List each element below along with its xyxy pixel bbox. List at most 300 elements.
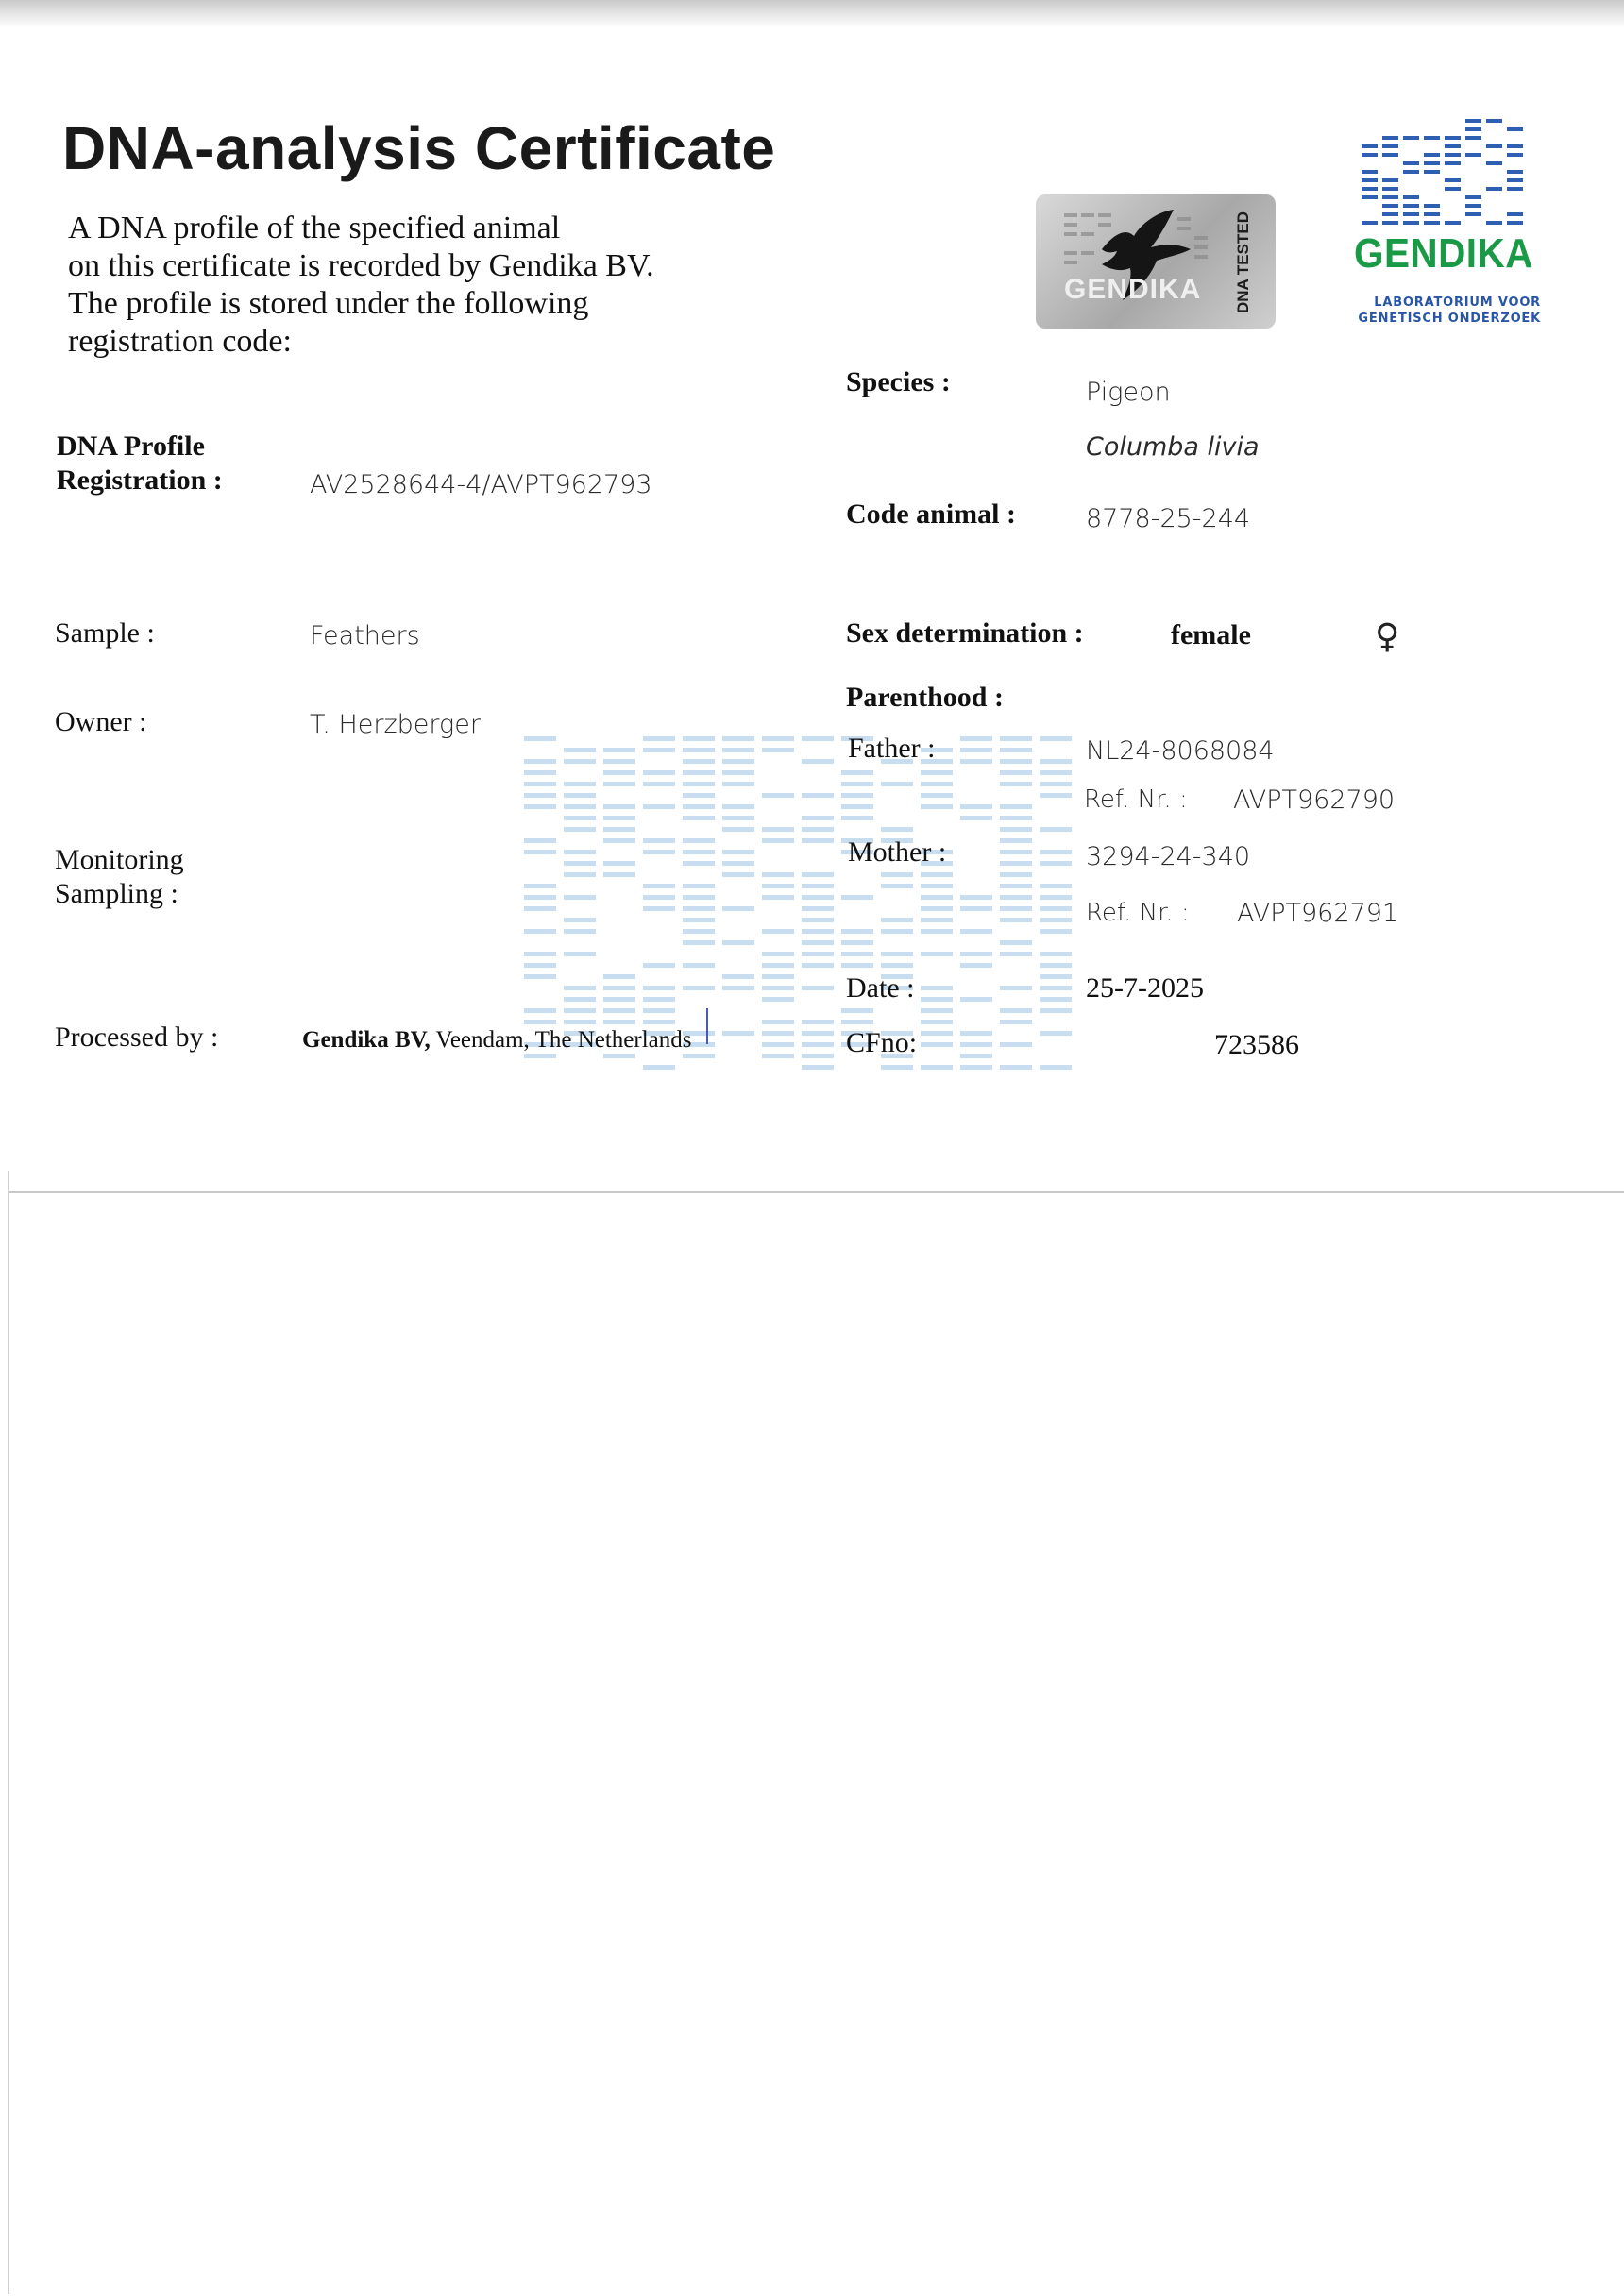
date-value: 25-7-2025 <box>1086 972 1204 1004</box>
pattern-bar <box>683 804 715 809</box>
logo-subtitle-line: LABORATORIUM VOOR <box>1374 295 1541 310</box>
sample-value: Feathers <box>310 621 420 650</box>
pattern-bar <box>1000 952 1032 956</box>
pattern-bar <box>762 929 794 934</box>
pattern-bar <box>1000 918 1032 922</box>
pattern-bar <box>1362 144 1378 148</box>
pattern-bar <box>841 1008 873 1013</box>
dna-profile-label: DNA Profile <box>57 430 205 462</box>
pattern-bar <box>722 748 754 752</box>
pattern-bar <box>1040 986 1072 990</box>
pattern-bar <box>683 782 715 786</box>
pattern-bar <box>564 816 596 820</box>
pattern-bar <box>1403 195 1419 199</box>
pattern-bar <box>722 804 754 809</box>
pattern-bar <box>643 986 675 990</box>
pattern-bar <box>1040 759 1072 764</box>
pattern-bar <box>1424 170 1440 174</box>
owner-label: Owner : <box>55 706 147 737</box>
pattern-bar <box>1465 119 1481 123</box>
pattern-bar <box>564 1008 596 1013</box>
pattern-bar <box>603 974 635 979</box>
pattern-bar <box>802 918 834 922</box>
pattern-bar <box>1000 816 1032 820</box>
pattern-bar <box>762 884 794 888</box>
pattern-bar <box>881 1065 913 1070</box>
pattern-bar <box>683 986 715 990</box>
pattern-bar <box>683 816 715 820</box>
pattern-bar <box>1507 212 1523 216</box>
pattern-bar <box>1445 153 1461 157</box>
seal-dna-tested: DNA TESTED <box>1234 211 1252 313</box>
pattern-bar <box>1000 861 1032 866</box>
pattern-bar <box>524 793 556 798</box>
pattern-bar <box>1445 161 1461 165</box>
pattern-bar <box>762 1020 794 1024</box>
pattern-bar <box>802 963 834 968</box>
pattern-bar <box>524 1020 556 1024</box>
pattern-bar <box>921 952 953 956</box>
pattern-bar <box>960 816 992 820</box>
pattern-bar <box>1040 895 1072 900</box>
pattern-bar <box>1424 221 1440 225</box>
pattern-bar <box>1040 963 1072 968</box>
scan-top-edge <box>0 0 1624 28</box>
pattern-bar <box>1465 136 1481 140</box>
pattern-bar <box>1000 884 1032 888</box>
pattern-bar <box>960 929 992 934</box>
pattern-bar <box>921 782 953 786</box>
pattern-bar <box>1382 178 1398 182</box>
pattern-bar <box>1403 212 1419 216</box>
pattern-bar <box>1465 212 1481 216</box>
pattern-bar <box>1507 170 1523 174</box>
pattern-bar <box>1040 952 1072 956</box>
pattern-bar <box>960 952 992 956</box>
pattern-bar <box>683 770 715 775</box>
pattern-bar <box>841 1020 873 1024</box>
pattern-bar <box>683 838 715 843</box>
scan-left-edge <box>8 1171 9 2294</box>
pattern-bar <box>524 963 556 968</box>
pattern-bar <box>683 736 715 741</box>
pattern-bar <box>762 1054 794 1058</box>
processed-by-value <box>302 1027 692 1054</box>
pattern-bar <box>1403 204 1419 208</box>
certificate-bottom-edge <box>8 1191 1624 1193</box>
pattern-bar <box>683 861 715 866</box>
intro-text <box>68 210 748 361</box>
pattern-bar <box>722 759 754 764</box>
pattern-bar <box>802 1042 834 1047</box>
pattern-bar <box>841 940 873 945</box>
pattern-bar <box>1445 187 1461 191</box>
pattern-bar <box>762 748 794 752</box>
pattern-bar <box>1040 906 1072 911</box>
pattern-bar <box>1486 221 1502 225</box>
pattern-bar <box>841 770 873 775</box>
pattern-bar <box>960 997 992 1002</box>
pattern-bar <box>762 872 794 877</box>
pattern-bar <box>921 1031 953 1036</box>
father-label: Father : <box>848 733 936 764</box>
sampling-label: Sampling : <box>55 878 178 909</box>
pattern-bar <box>722 770 754 775</box>
pattern-bar <box>683 906 715 911</box>
processed-by-company: Gendika BV, <box>302 1027 431 1053</box>
pattern-bar <box>1382 144 1398 148</box>
pattern-bar <box>1000 1008 1032 1013</box>
pattern-bar <box>524 929 556 934</box>
pattern-bar <box>762 1031 794 1036</box>
pattern-bar <box>643 804 675 809</box>
pattern-bar <box>564 1020 596 1024</box>
pattern-bar <box>1040 861 1072 866</box>
pattern-bar <box>683 850 715 854</box>
pattern-bar <box>524 838 556 843</box>
pattern-bar <box>1000 1020 1032 1024</box>
pattern-bar <box>1445 221 1461 225</box>
pattern-bar <box>643 736 675 741</box>
mother-ref-label: Ref. Nr. : <box>1086 899 1190 927</box>
pattern-bar <box>1040 736 1072 741</box>
pattern-bar <box>683 748 715 752</box>
pattern-bar <box>643 770 675 775</box>
pattern-bar <box>722 861 754 866</box>
pattern-bar <box>564 759 596 764</box>
pattern-bar <box>564 986 596 990</box>
pattern-bar <box>762 895 794 900</box>
code-animal-value: 8778-25-244 <box>1086 504 1251 533</box>
pattern-bar <box>921 793 953 798</box>
pattern-bar <box>1040 884 1072 888</box>
pattern-bar <box>722 782 754 786</box>
father-value: NL24-8068084 <box>1086 736 1275 766</box>
pattern-bar <box>524 884 556 888</box>
pattern-bar <box>762 986 794 990</box>
pattern-bar <box>1424 136 1440 140</box>
pattern-bar <box>881 918 913 922</box>
pattern-bar <box>683 793 715 798</box>
cfno-value: 723586 <box>1214 1029 1299 1060</box>
pattern-bar <box>802 838 834 843</box>
pattern-bar <box>1445 136 1461 140</box>
pattern-bar <box>1362 195 1378 199</box>
father-ref-value: AVPT962790 <box>1233 785 1396 815</box>
pattern-bar <box>960 963 992 968</box>
pattern-bar <box>1000 770 1032 775</box>
pattern-bar <box>802 906 834 911</box>
pattern-bar <box>643 1065 675 1070</box>
pattern-bar <box>1362 170 1378 174</box>
pattern-bar <box>603 1020 635 1024</box>
pattern-bar <box>841 895 873 900</box>
pattern-bar <box>1382 153 1398 157</box>
pattern-bar <box>1507 153 1523 157</box>
intro-line: A DNA profile of the specified animal <box>68 211 561 245</box>
pattern-bar <box>524 974 556 979</box>
cfno-label: CFno: <box>846 1027 918 1058</box>
pattern-bar <box>564 952 596 956</box>
pattern-bar <box>960 906 992 911</box>
pattern-bar <box>762 827 794 832</box>
pattern-bar <box>802 1031 834 1036</box>
pattern-bar <box>603 1008 635 1013</box>
pattern-bar <box>683 963 715 968</box>
pattern-bar <box>603 782 635 786</box>
pattern-bar <box>1000 1065 1032 1070</box>
pattern-bar <box>722 736 754 741</box>
pattern-bar <box>1040 929 1072 934</box>
pattern-bar <box>524 782 556 786</box>
pattern-bar <box>524 952 556 956</box>
pattern-bar <box>564 748 596 752</box>
pattern-bar <box>802 1020 834 1024</box>
pattern-bar <box>960 759 992 764</box>
pattern-bar <box>841 793 873 798</box>
pattern-bar <box>722 906 754 911</box>
pattern-bar <box>1382 195 1398 199</box>
pattern-bar <box>921 918 953 922</box>
pattern-bar <box>1465 204 1481 208</box>
pattern-bar <box>1486 161 1502 165</box>
pattern-bar <box>722 872 754 877</box>
pattern-bar <box>524 1008 556 1013</box>
pattern-bar <box>881 952 913 956</box>
logo-subtitle <box>1356 295 1541 327</box>
pattern-bar <box>1465 127 1481 131</box>
pattern-bar <box>524 804 556 809</box>
pattern-bar <box>802 759 834 764</box>
seal-brand: GENDIKA <box>1064 274 1202 305</box>
pattern-bar <box>841 782 873 786</box>
pattern-bar <box>1403 221 1419 225</box>
pattern-bar <box>683 895 715 900</box>
pattern-bar <box>1507 127 1523 131</box>
dna-tested-seal <box>1036 194 1276 329</box>
pattern-bar <box>564 872 596 877</box>
pattern-bar <box>603 748 635 752</box>
sex-label: Sex determination : <box>846 617 1084 649</box>
pattern-bar <box>921 1020 953 1024</box>
pattern-bar <box>603 997 635 1002</box>
pattern-bar <box>603 838 635 843</box>
pattern-bar <box>1445 144 1461 148</box>
pattern-bar <box>1507 221 1523 225</box>
pattern-bar <box>564 804 596 809</box>
pattern-bar <box>1507 144 1523 148</box>
sex-value: female <box>1171 619 1251 650</box>
pattern-bar <box>1000 850 1032 854</box>
pattern-bar <box>960 748 992 752</box>
pattern-bar <box>1040 997 1072 1002</box>
pattern-bar <box>960 1054 992 1058</box>
pattern-bar <box>564 782 596 786</box>
pattern-bar <box>683 940 715 945</box>
pattern-bar <box>564 918 596 922</box>
pattern-bar <box>564 793 596 798</box>
pattern-bar <box>960 1042 992 1047</box>
species-label: Species : <box>846 366 951 397</box>
mother-value: 3294-24-340 <box>1086 842 1251 871</box>
pattern-bar <box>960 736 992 741</box>
pattern-bar <box>643 782 675 786</box>
pattern-bar <box>1424 161 1440 165</box>
pattern-bar <box>802 884 834 888</box>
pattern-bar <box>1403 170 1419 174</box>
pattern-bar <box>722 827 754 832</box>
pen-mark <box>706 1008 708 1044</box>
pattern-bar <box>762 997 794 1002</box>
logo-subtitle-line: GENETISCH ONDERZOEK <box>1358 312 1541 326</box>
intro-line: registration code: <box>68 324 292 359</box>
pattern-bar <box>1000 759 1032 764</box>
pattern-bar <box>881 884 913 888</box>
registration-value: AV2528644-4/AVPT962793 <box>310 470 652 499</box>
parenthood-label: Parenthood : <box>846 682 1004 713</box>
pattern-bar <box>1000 986 1032 990</box>
pattern-bar <box>524 906 556 911</box>
pattern-bar <box>1000 1042 1032 1047</box>
pattern-bar <box>1040 1008 1072 1013</box>
pattern-bar <box>524 770 556 775</box>
pattern-bar <box>603 827 635 832</box>
pattern-bar <box>643 838 675 843</box>
species-latin: Columba livia <box>1086 432 1260 462</box>
pattern-bar <box>762 736 794 741</box>
pattern-bar <box>603 861 635 866</box>
owner-value: T. Herzberger <box>310 710 481 739</box>
pattern-bar <box>921 906 953 911</box>
pattern-bar <box>802 1054 834 1058</box>
pattern-bar <box>1424 153 1440 157</box>
father-ref-label: Ref. Nr. : <box>1084 785 1188 814</box>
pattern-bar <box>960 804 992 809</box>
pattern-bar <box>921 872 953 877</box>
pattern-bar <box>1000 906 1032 911</box>
pattern-bar <box>564 827 596 832</box>
pattern-bar <box>1040 793 1072 798</box>
pattern-bar <box>1382 136 1398 140</box>
species-common: Pigeon <box>1086 378 1171 407</box>
pattern-bar <box>722 974 754 979</box>
pattern-bar <box>524 850 556 854</box>
pattern-bar <box>960 895 992 900</box>
pattern-bar <box>1000 736 1032 741</box>
pattern-bar <box>643 906 675 911</box>
pattern-bar <box>841 929 873 934</box>
pattern-bar <box>762 952 794 956</box>
pattern-bar <box>1403 161 1419 165</box>
pattern-bar <box>1040 770 1072 775</box>
pattern-bar <box>921 986 953 990</box>
pattern-bar <box>921 1042 953 1047</box>
pattern-bar <box>881 872 913 877</box>
pattern-bar <box>603 1054 635 1058</box>
pattern-bar <box>1445 178 1461 182</box>
pattern-bar <box>921 884 953 888</box>
pattern-bar <box>564 997 596 1002</box>
pattern-bar <box>881 963 913 968</box>
pattern-bar <box>1000 782 1032 786</box>
pattern-bar <box>643 963 675 968</box>
pattern-bar <box>643 748 675 752</box>
pattern-bar <box>643 1020 675 1024</box>
pattern-bar <box>1000 872 1032 877</box>
pattern-bar <box>564 895 596 900</box>
pattern-bar <box>1424 212 1440 216</box>
pattern-bar <box>1040 974 1072 979</box>
pattern-bar <box>921 1065 953 1070</box>
pattern-bar <box>762 838 794 843</box>
pattern-bar <box>1000 804 1032 809</box>
pattern-bar <box>881 827 913 832</box>
pattern-bar <box>841 952 873 956</box>
pattern-bar <box>643 997 675 1002</box>
monitoring-label: Monitoring <box>55 844 184 875</box>
pattern-bar <box>802 736 834 741</box>
pattern-bar <box>1465 153 1481 157</box>
pattern-bar <box>722 986 754 990</box>
pattern-bar <box>1362 187 1378 191</box>
pattern-bar <box>524 1054 556 1058</box>
processed-by-location: Veendam, The Netherlands <box>435 1027 692 1053</box>
pattern-bar <box>1403 136 1419 140</box>
pattern-bar <box>921 1008 953 1013</box>
female-icon: ♀ <box>1375 617 1400 656</box>
pattern-bar <box>881 782 913 786</box>
pattern-bar <box>1382 204 1398 208</box>
processed-by-label: Processed by : <box>55 1021 219 1053</box>
pattern-bar <box>643 895 675 900</box>
pattern-bar <box>603 804 635 809</box>
registration-label: Registration : <box>57 464 223 496</box>
pattern-bar <box>841 804 873 809</box>
pattern-bar <box>1000 748 1032 752</box>
pattern-bar <box>1382 221 1398 225</box>
pattern-bar <box>802 1065 834 1070</box>
pattern-bar <box>802 816 834 820</box>
pattern-bar <box>960 1065 992 1070</box>
pattern-bar <box>802 929 834 934</box>
pattern-bar <box>524 759 556 764</box>
pattern-bar <box>643 884 675 888</box>
pattern-bar <box>1362 153 1378 157</box>
pattern-bar <box>1040 1031 1072 1036</box>
pattern-bar <box>802 986 834 990</box>
pattern-bar <box>1486 187 1502 191</box>
pattern-bar <box>722 850 754 854</box>
certificate-title: DNA-analysis Certificate <box>62 114 776 182</box>
pattern-bar <box>802 940 834 945</box>
pattern-bar <box>921 804 953 809</box>
pattern-bar <box>643 850 675 854</box>
pattern-bar <box>802 793 834 798</box>
pattern-bar <box>603 759 635 764</box>
pattern-bar <box>564 861 596 866</box>
pattern-bar <box>524 736 556 741</box>
pattern-bar <box>1362 221 1378 225</box>
pattern-bar <box>762 793 794 798</box>
pattern-bar <box>802 872 834 877</box>
pattern-bar <box>603 816 635 820</box>
pattern-bar <box>1382 212 1398 216</box>
pattern-bar <box>683 1054 715 1058</box>
pattern-bar <box>762 974 794 979</box>
mother-label: Mother : <box>848 836 947 868</box>
pattern-bar <box>683 918 715 922</box>
pattern-bar <box>1000 827 1032 832</box>
